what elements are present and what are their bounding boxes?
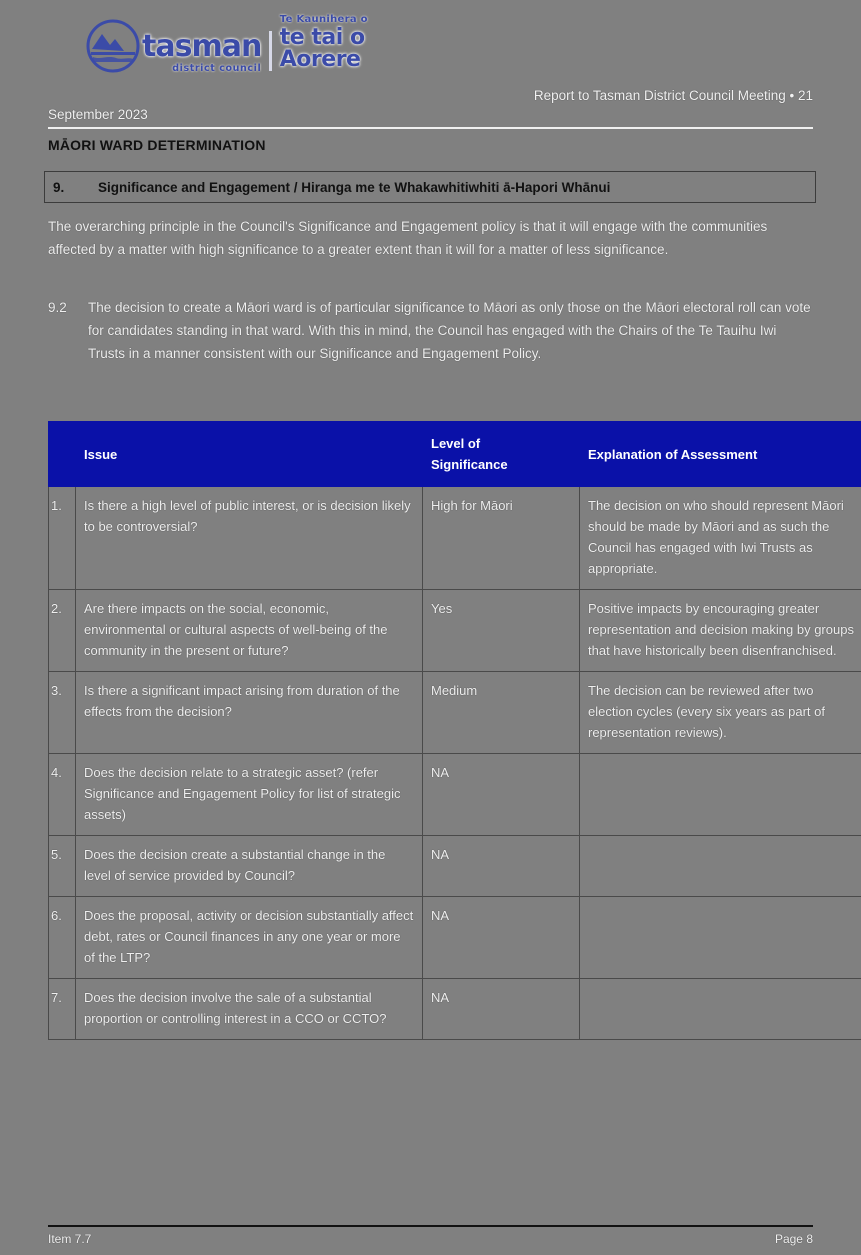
clause-9-2-number: 9.2 bbox=[48, 300, 67, 315]
tasman-district-council-emblem-icon bbox=[86, 19, 140, 73]
row-number: 2. bbox=[49, 590, 76, 672]
clause-9-2-text: The decision to create a Māori ward is of particular significance to Māori as only those on the Māori electoral roll can vote for candidates standing in that ward. With this in mind, the Council has engaged with the Chairs of the Te Tauihu Iwi Trusts in a manner consistent with our Significance and Engagement Policy. bbox=[88, 300, 811, 361]
row-issue: Does the decision create a substantial change in the level of service provided by Council? bbox=[76, 836, 423, 897]
row-issue: Does the proposal, activity or decision substantially affect debt, rates or Council finances in any one year or more of the LTP? bbox=[76, 897, 423, 979]
row-level: NA bbox=[423, 836, 580, 897]
table-body bbox=[49, 487, 861, 1040]
footer-page: Page 8 bbox=[774, 1232, 813, 1246]
row-explanation: The decision can be reviewed after two election cycles (every six years as part of representation reviews). bbox=[580, 672, 861, 754]
row-issue: Is there a high level of public interest, or is decision likely to be controversial? bbox=[76, 487, 423, 590]
section-number: 9. bbox=[53, 179, 65, 195]
row-level: NA bbox=[423, 979, 580, 1040]
logo-maori-small: Te Kaunihera o bbox=[279, 14, 368, 25]
row-issue: Is there a significant impact arising from duration of the effects from the decision? bbox=[76, 672, 423, 754]
row-explanation bbox=[580, 836, 861, 897]
report-header-line1: Report to Tasman District Council Meeting • 21 bbox=[533, 88, 813, 103]
table-row bbox=[49, 979, 861, 1040]
significance-assessment-table bbox=[48, 421, 861, 1040]
logo-wordmark: tasman bbox=[142, 28, 262, 64]
row-number: 7. bbox=[49, 979, 76, 1040]
section-title: Significance and Engagement / Hiranga me te Whakawhitiwhiti ā-Hapori Whānui bbox=[98, 179, 611, 195]
intro-paragraph: The overarching principle in the Council's Significance and Engagement policy is that it will engage with the communities affected by a matter with high significance to a greater extent than it will for a matter of less significance. bbox=[48, 219, 768, 257]
report-header-line2: September 2023 bbox=[48, 107, 148, 122]
table-row bbox=[49, 672, 861, 754]
logo-sub-wordmark: district council bbox=[172, 62, 262, 74]
row-level: NA bbox=[423, 754, 580, 836]
section-heading bbox=[44, 171, 816, 203]
row-issue: Are there impacts on the social, economic, environmental or cultural aspects of well-being of the community in the present or future? bbox=[76, 590, 423, 672]
footer-item: Item 7.7 bbox=[48, 1232, 92, 1246]
logo-divider bbox=[269, 31, 271, 71]
logo-maori-large: te tai o Aorere bbox=[279, 25, 365, 72]
table-row bbox=[49, 754, 861, 836]
row-number: 6. bbox=[49, 897, 76, 979]
table-row bbox=[49, 897, 861, 979]
report-header bbox=[48, 86, 813, 124]
table-row bbox=[49, 590, 861, 672]
row-level: High for Māori bbox=[423, 487, 580, 590]
column-header-number bbox=[49, 422, 76, 487]
footer-rule bbox=[48, 1225, 813, 1227]
row-explanation bbox=[580, 979, 861, 1040]
column-header-explanation: Explanation of Assessment bbox=[580, 422, 861, 487]
row-explanation bbox=[580, 897, 861, 979]
column-header-level-of-significance bbox=[423, 422, 580, 487]
row-explanation bbox=[580, 754, 861, 836]
clause-9-2 bbox=[48, 296, 816, 365]
row-level: Medium bbox=[423, 672, 580, 754]
row-explanation: The decision on who should represent Māori should be made by Māori and as such the Council has engaged with Iwi Trusts as appropriate. bbox=[580, 487, 861, 590]
row-issue: Does the decision relate to a strategic asset? (refer Significance and Engagement Policy for list of strategic assets) bbox=[76, 754, 423, 836]
page-title: MĀORI WARD DETERMINATION bbox=[48, 137, 266, 153]
row-number: 1. bbox=[49, 487, 76, 590]
row-number: 5. bbox=[49, 836, 76, 897]
column-header-level-line1: Level of bbox=[431, 436, 481, 451]
row-issue: Does the decision involve the sale of a substantial proportion or controlling interest in a CCO or CCTO? bbox=[76, 979, 423, 1040]
table-row bbox=[49, 487, 861, 590]
column-header-level-line2: Significance bbox=[431, 457, 508, 472]
row-number: 4. bbox=[49, 754, 76, 836]
table-header-row bbox=[49, 422, 861, 487]
row-level: NA bbox=[423, 897, 580, 979]
row-number: 3. bbox=[49, 672, 76, 754]
row-level: Yes bbox=[423, 590, 580, 672]
header-rule bbox=[48, 127, 813, 129]
council-logo bbox=[86, 14, 386, 74]
table-row bbox=[49, 836, 861, 897]
column-header-issue: Issue bbox=[76, 422, 423, 487]
page-footer bbox=[48, 1232, 813, 1246]
row-explanation: Positive impacts by encouraging greater representation and decision making by groups that have historically been disenfranchised. bbox=[580, 590, 861, 672]
